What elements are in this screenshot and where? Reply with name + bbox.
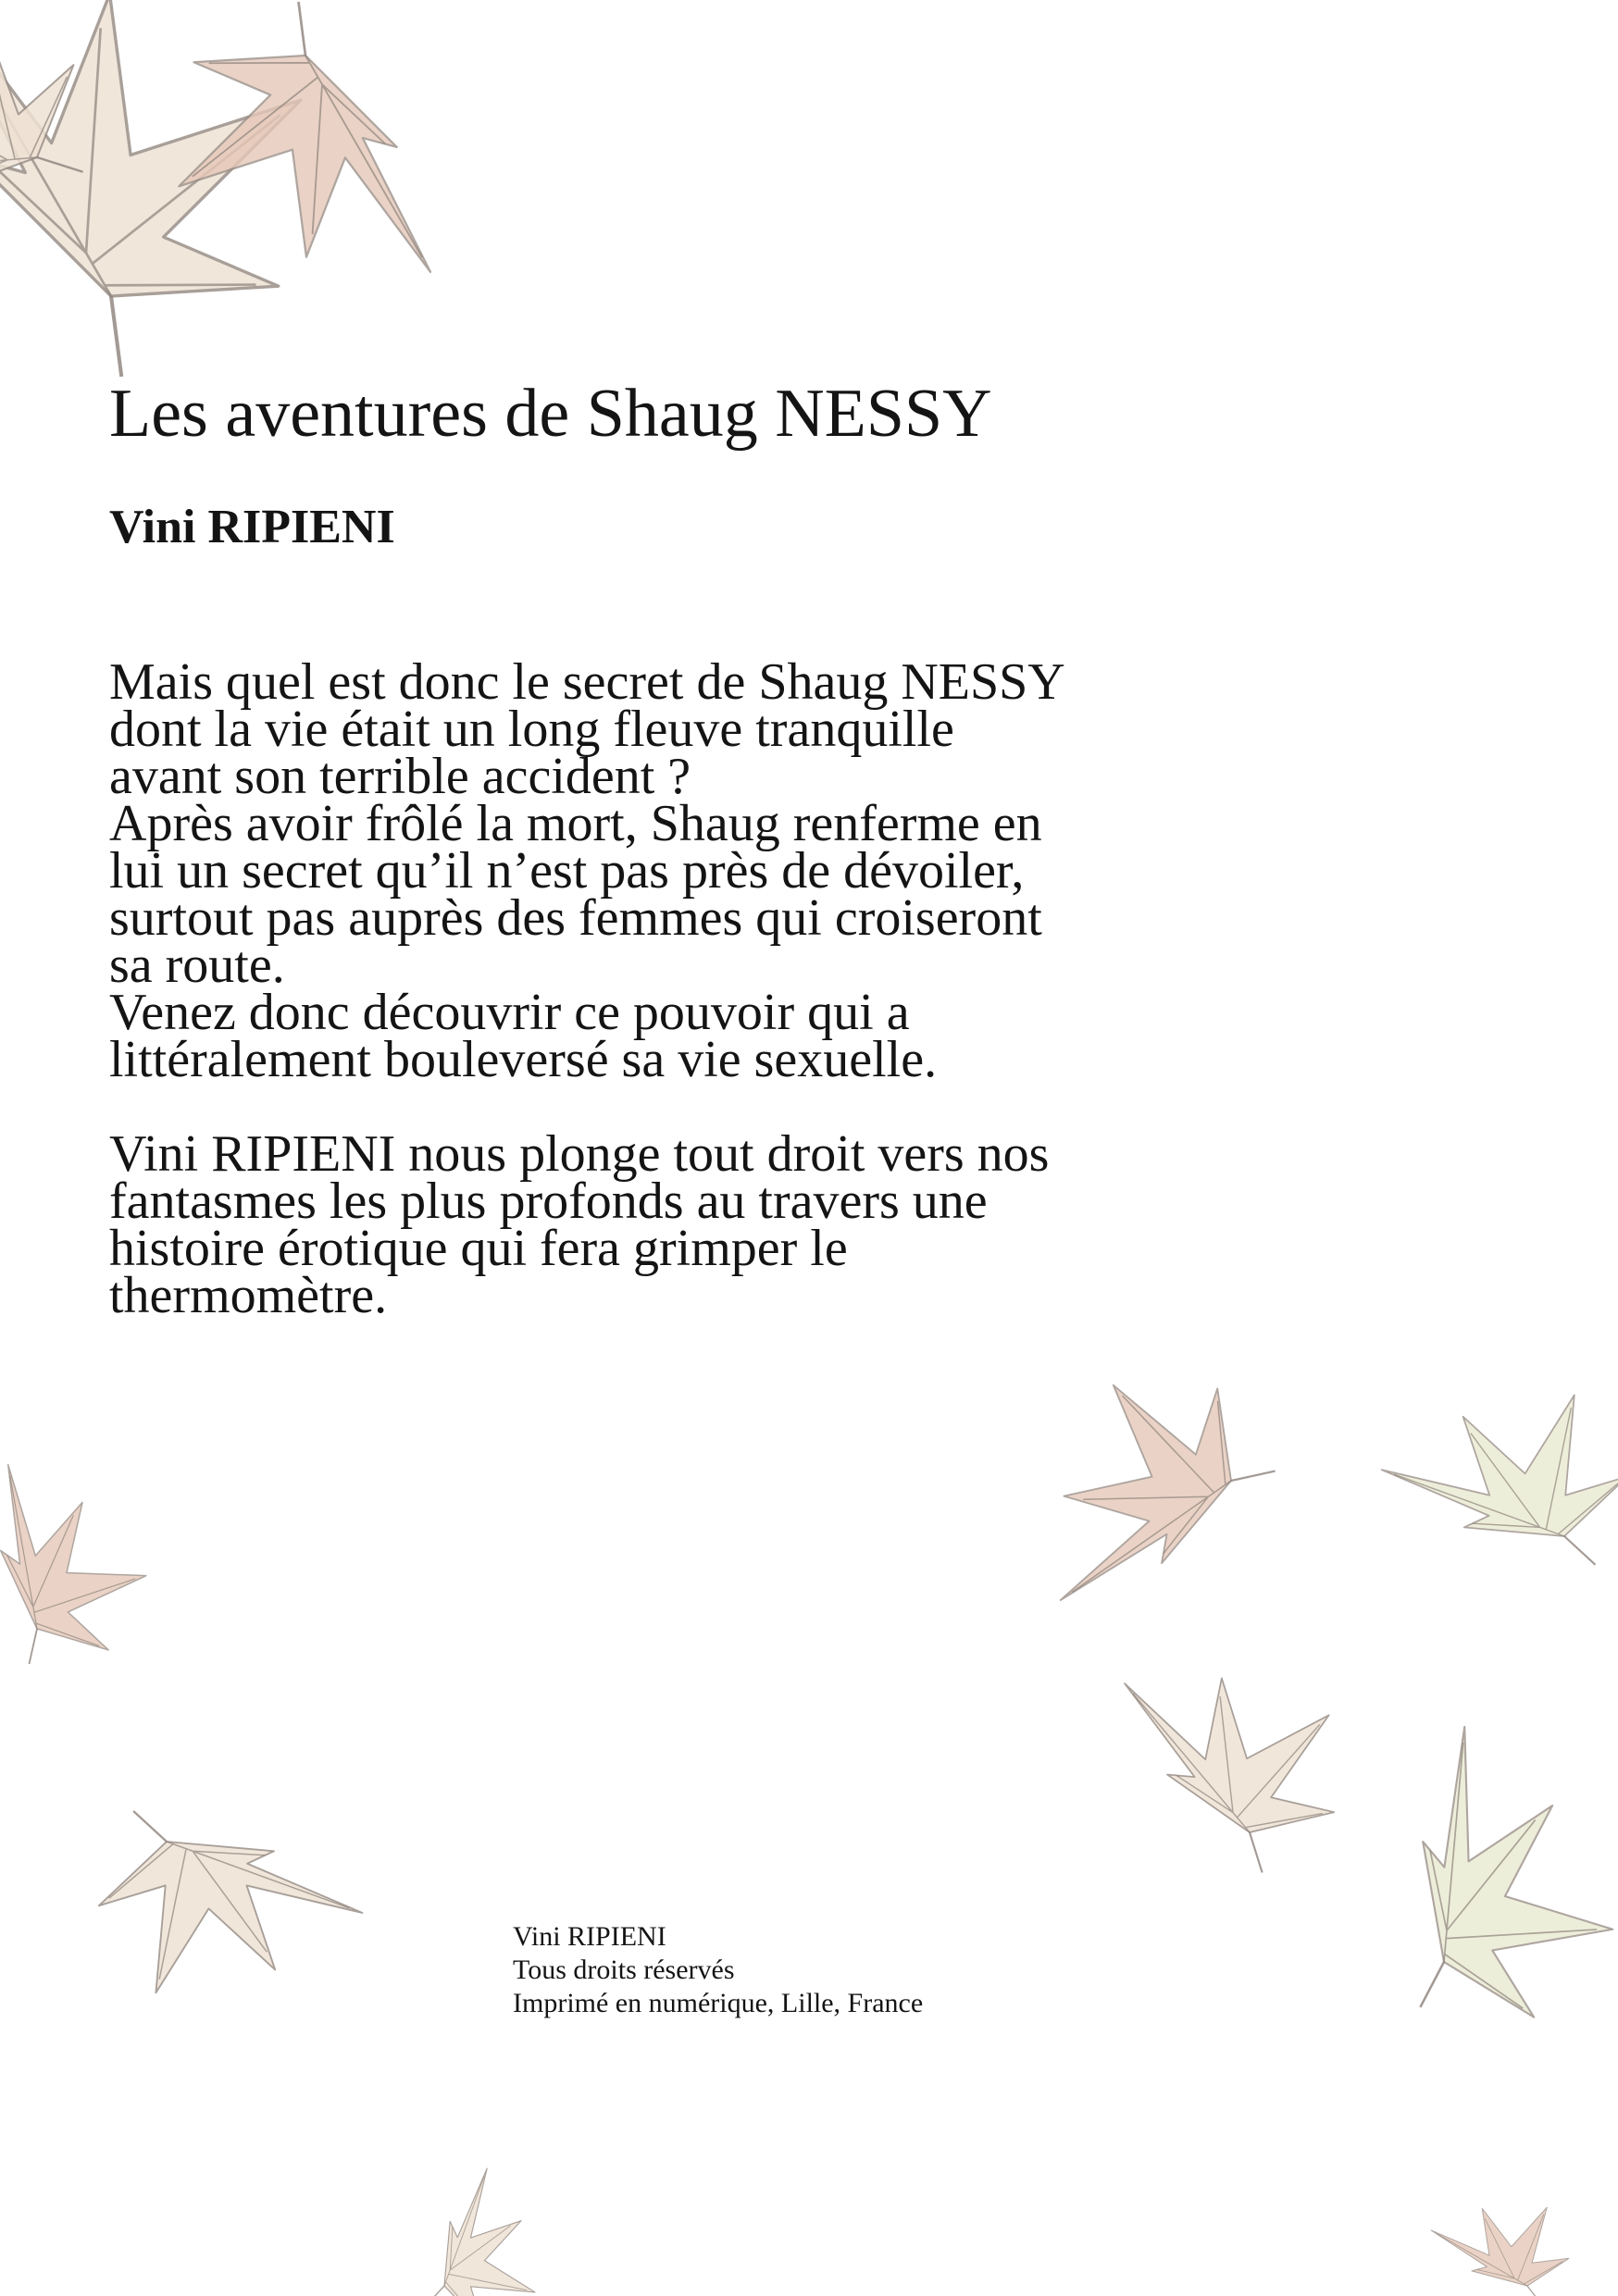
book-blurb bbox=[109, 653, 1276, 1324]
imprint-block bbox=[513, 1920, 923, 2020]
imprint-rights: Tous droits réservés bbox=[513, 1955, 735, 1985]
imprint-printed: Imprimé en numérique, Lille, France bbox=[513, 1988, 924, 2018]
book-author: Vini RIPIENI bbox=[109, 501, 395, 553]
book-title: Les aventures de Shaug NESSY bbox=[109, 376, 992, 452]
blurb-paragraph: Mais quel est donc le secret de Shaug NESSY dont la vie était un long fleuve tranquille avant son terrible accident ? Après avoir frôlé la mort, Shaug renferme en lui un secret qu’il n’est pas près de dévoiler, surtout pas auprès des femmes qui croiseront sa route. Venez donc découvrir ce pouvoir qui a littéralement bouleversé sa vie sexuelle. bbox=[109, 653, 1065, 1088]
imprint-author: Vini RIPIENI bbox=[513, 1921, 666, 1952]
blurb-paragraph: Vini RIPIENI nous plonge tout droit vers nos fantasmes les plus profonds au travers une histoire érotique qui fera grimper le thermomètre. bbox=[109, 1125, 1050, 1324]
